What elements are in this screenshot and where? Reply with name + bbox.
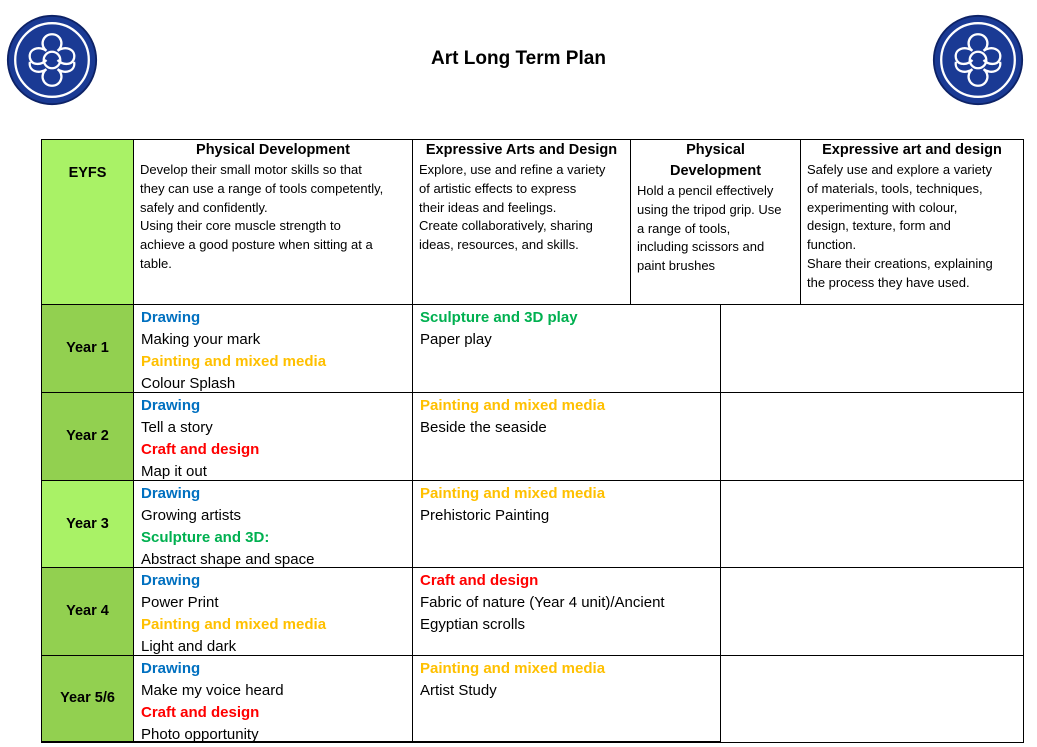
unit-title: Prehistoric Painting (420, 507, 550, 524)
eyfs-text-line: of artistic effects to express (419, 180, 577, 196)
row-label-year: Year 2 (42, 393, 134, 481)
eyfs-text-line: Hold a pencil effectively (637, 183, 774, 198)
unit-title: Egyptian scrolls (420, 616, 526, 633)
page-title: Art Long Term Plan (431, 48, 606, 69)
unit-category: Drawing (141, 309, 201, 326)
eyfs-physical-development-2 (631, 140, 801, 305)
unit-category: Craft and design (141, 704, 260, 721)
year-unit-cell-2 (413, 305, 721, 393)
eyfs-text-line: ideas, resources, and skills. (419, 237, 579, 253)
eyfs-expressive-arts-design (413, 140, 631, 305)
eyfs-text-line: Share their creations, explaining (807, 255, 993, 271)
year-unit-cell-1 (134, 656, 413, 742)
unit-category: Craft and design (141, 441, 260, 458)
row-label-year: Year 3 (42, 481, 134, 568)
unit-title: Paper play (420, 331, 492, 348)
eyfs-text-line: including scissors and (637, 239, 765, 255)
eyfs-text-line: Safely use and explore a variety (807, 162, 992, 177)
unit-title: Growing artists (141, 507, 242, 524)
eyfs-column-heading: Expressive art and design (822, 142, 1002, 158)
eyfs-text-line: Using their core muscle strength to (140, 218, 341, 234)
eyfs-text-line: of materials, tools, techniques, (807, 180, 983, 196)
eyfs-text-line: using the tripod grip. Use (637, 201, 782, 217)
unit-category: Sculpture and 3D: (141, 529, 270, 546)
year-unit-cell-1 (134, 481, 413, 568)
eyfs-text-line: Create collaboratively, sharing (419, 218, 593, 234)
year-unit-cell-1 (134, 568, 413, 656)
row-label-eyfs: EYFS (42, 140, 134, 305)
unit-title: Artist Study (420, 682, 497, 699)
unit-title: Fabric of nature (Year 4 unit)/Ancient (420, 594, 665, 611)
year-empty-cell (721, 305, 1023, 393)
unit-category: Drawing (141, 572, 201, 589)
eyfs-column-heading: Development (669, 163, 762, 179)
unit-title: Light and dark (141, 638, 237, 655)
year-unit-cell-2 (413, 393, 721, 481)
eyfs-text-line: experimenting with colour, (807, 199, 958, 215)
year-empty-cell (721, 656, 1023, 742)
year-unit-cell-1 (134, 305, 413, 393)
unit-category: Drawing (141, 485, 201, 502)
unit-category: Drawing (141, 660, 201, 677)
unit-title: Colour Splash (141, 375, 236, 392)
unit-category: Painting and mixed media (141, 353, 327, 370)
unit-category: Painting and mixed media (420, 660, 606, 677)
unit-title: Abstract shape and space (141, 551, 315, 568)
long-term-plan-table (41, 139, 1024, 743)
year-empty-cell (721, 481, 1023, 568)
row-label-year: Year 1 (42, 305, 134, 393)
eyfs-text-line: they can use a range of tools competently, (140, 180, 384, 196)
unit-category: Painting and mixed media (420, 485, 606, 502)
unit-title: Map it out (141, 463, 207, 480)
year-unit-cell-2 (413, 481, 721, 568)
unit-title: Making your mark (141, 331, 261, 348)
eyfs-column-heading: Physical (686, 142, 745, 158)
unit-category: Sculpture and 3D play (420, 309, 578, 326)
eyfs-text-line: Develop their small motor skills so that (140, 162, 362, 177)
eyfs-text-line: the process they have used. (807, 274, 970, 290)
eyfs-text-line: table. (140, 255, 172, 271)
row-label-year: Year 5/6 (42, 656, 134, 742)
year-unit-cell-2 (413, 568, 721, 656)
unit-category: Drawing (141, 397, 201, 414)
year-unit-cell-2 (413, 656, 721, 742)
eyfs-expressive-art-design-2 (801, 140, 1023, 305)
eyfs-text-line: safely and confidently. (140, 199, 268, 215)
eyfs-column-heading: Expressive Arts and Design (425, 142, 618, 158)
unit-title: Beside the seaside (420, 419, 547, 436)
unit-title: Power Print (141, 594, 219, 611)
eyfs-text-line: Explore, use and refine a variety (419, 162, 606, 177)
row-label-year: Year 4 (42, 568, 134, 656)
eyfs-physical-development (134, 140, 413, 305)
eyfs-column-heading: Physical Development (196, 142, 350, 158)
eyfs-text-line: their ideas and feelings. (419, 199, 557, 215)
unit-title: Photo opportunity (141, 726, 259, 742)
unit-title: Make my voice heard (141, 682, 284, 699)
eyfs-text-line: function. (807, 237, 857, 253)
eyfs-text-line: design, texture, form and (807, 218, 951, 234)
year-empty-cell (721, 393, 1023, 481)
eyfs-text-line: a range of tools, (637, 220, 731, 236)
unit-category: Painting and mixed media (141, 616, 327, 633)
eyfs-text-line: paint brushes (637, 258, 716, 274)
unit-title: Tell a story (141, 419, 213, 436)
year-unit-cell-1 (134, 393, 413, 481)
unit-category: Painting and mixed media (420, 397, 606, 414)
unit-category: Craft and design (420, 572, 539, 589)
eyfs-text-line: achieve a good posture when sitting at a (140, 237, 373, 253)
year-empty-cell (721, 568, 1023, 656)
